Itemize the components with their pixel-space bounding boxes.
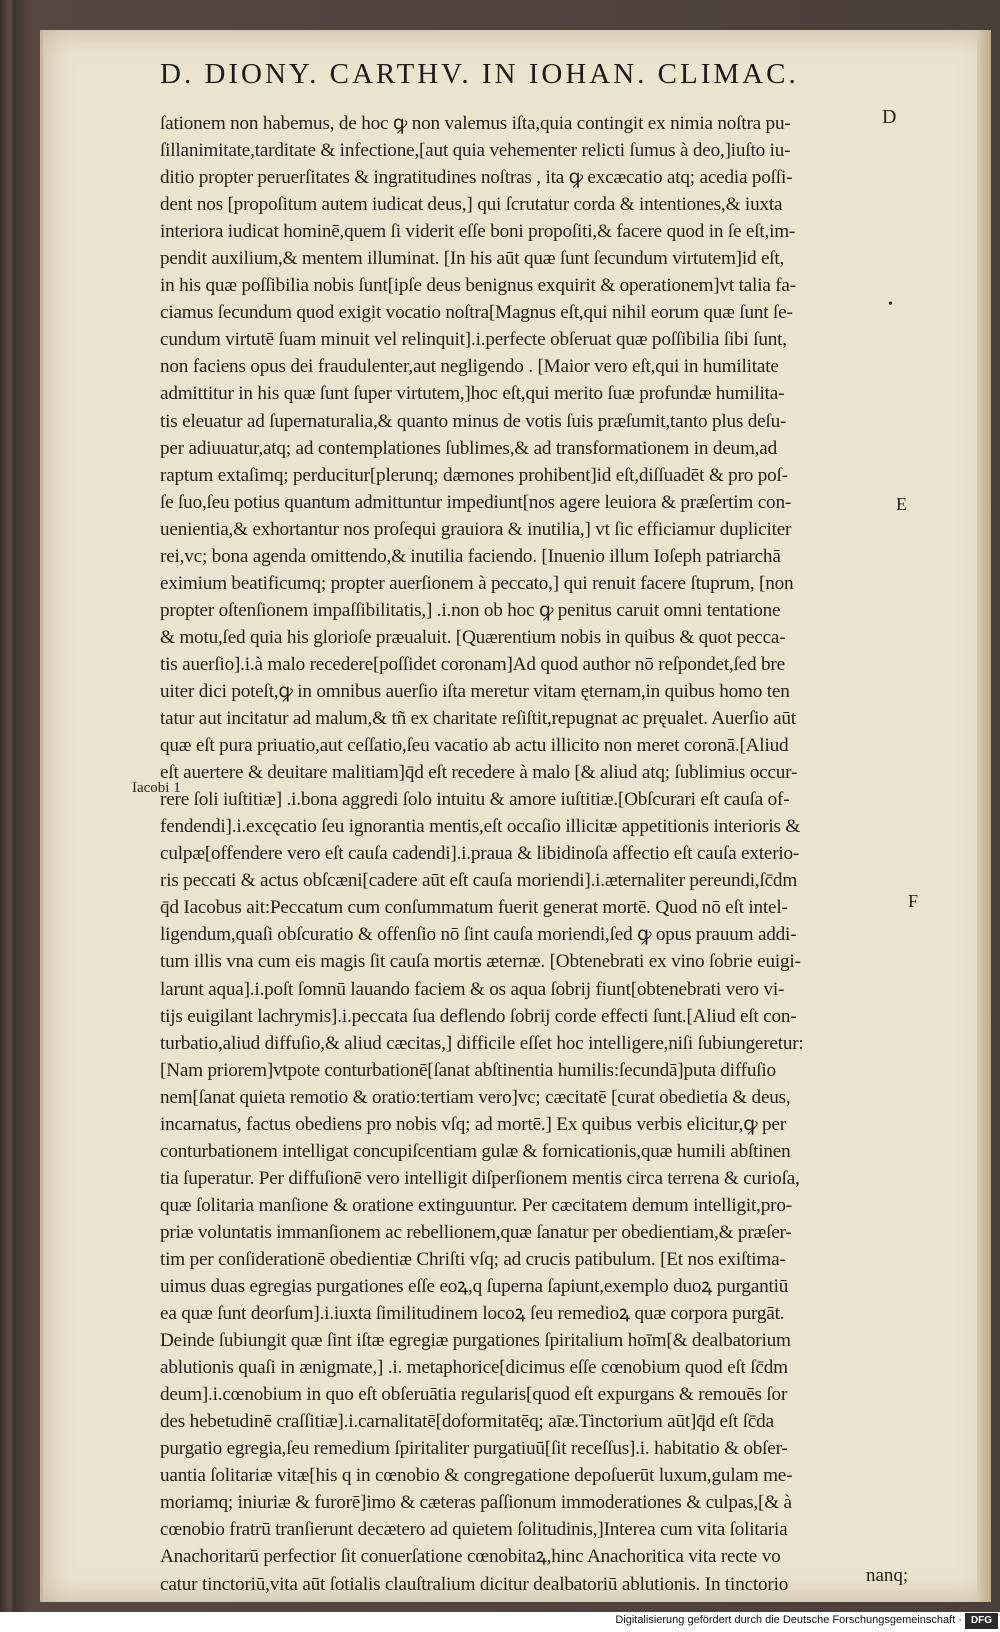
text-line: tis eleuatur ad ſupernaturalia,& quanto minus de votis ſuis præſumit,tanto plus deſu-	[160, 410, 787, 432]
text-line: tim per conſiderationē obedientiæ Chriſti vſq; ad crucis patibulum. [Et nos exiſtima-	[160, 1248, 786, 1270]
text-line: ris peccati & actus obſcæni[cadere aūt eſt cauſa moriendi].i.æternaliter pereundi,ſc̄dm	[160, 870, 798, 892]
text-line: ablutionis quaſi in ænigmate,] .i. metaphorice[dicimus eſſe cœnobium quod eſt ſc̄dm	[160, 1357, 788, 1379]
text-line: propter oſtenſionem impaſſibilitatis,] .i.non ob hoc ꝙ penitus caruit omni tentatione	[160, 599, 781, 621]
text-line: ſationem non habemus, de hoc ꝙ non valemus iſta,quia contingit ex nimia noſtra pu-	[160, 113, 791, 134]
text-line: deum].i.cœnobium in quo eſt obſeruātia regularis[quod eſt expurgans & remouēs ſor	[160, 1384, 788, 1406]
text-line: turbatio,aliud diffuſio,& aliud cæcitas,] difficile eſſet hoc intelligere,niſi ſubiungeretur:	[160, 1032, 804, 1054]
text-line: quæ ſolitaria manſione & oratione extinguuntur. Per cæcitatem demum intelligit,pro-	[160, 1194, 792, 1216]
text-line: rei,vc; bona agenda omittendo,& inutilia faciendo. [Inuenio illum Ioſeph patriarchā	[160, 545, 781, 567]
text-line: nem[ſanat quieta remotio & oratio:tertiam vero]vc; cæcitatē [curat obedietia & deus,	[160, 1086, 791, 1108]
text-line: incarnatus, factus obediens pro nobis vſq; ad mortē.] Ex quibus verbis elicitur,ꝙ per	[160, 1113, 786, 1135]
text-line: culpæ[offendere vero eſt cauſa cadendi].i.praua & libidinoſa affectio eſt cauſa exterio-	[160, 843, 800, 865]
text-line: tum illis vna cum eis magis ſit cauſa mortis æternæ. [Obtenebrati ex vino ſobrie euigi-	[160, 951, 801, 973]
funding-notice: Digitalisierung gefördert durch die Deutsche Forschungsgemeinschaft ·	[615, 1614, 962, 1626]
margin-letter-f: F	[908, 891, 919, 911]
text-line: raptum extaſimq; perducitur[plerunq; dæmones prohibent]id eſt,diſſuadēt & pro poſ-	[160, 464, 788, 486]
text-line: tatur aut incitatur ad malum,& tñ ex charitate reſiſtit,repugnat ac pręualet. Auerſio aūt	[160, 708, 796, 730]
text-line: tijs euigilant lachrymis].i.peccata ſua deflendo ſobrij corde effecti ſunt.[Aliud eſt con-	[160, 1005, 797, 1027]
text-line: q̄d Iacobus ait:Peccatum cum conſummatum fuerit generat mortē. Quod nō eſt intel-	[160, 897, 788, 919]
text-line: eximium beatificumq; propter auerſionem à peccato,] qui renuit facere ſtuprum, [non	[160, 572, 794, 594]
text-line: cœnobio fratrū tranſierunt decætero ad quietem ſolitudinis,]Interea cum vita ſolitaria	[160, 1519, 788, 1541]
text-line: eſt auertere & deuitare malitiam]q̄d eſt recedere à malo [& aliud atq; ſublimius occur-	[160, 762, 798, 784]
page-edge	[977, 30, 991, 1602]
dfg-logo: DFG	[965, 1613, 998, 1629]
text-line: purgatio egregia,ſeu remedium ſpiritaliter purgatiuū[ſit receſſus].i. habitatio & obſer-	[160, 1438, 788, 1460]
text-line: [Nam priorem]vtpote conturbationē[ſanat abſtinentia humilis:ſecundā]puta diffuſio	[160, 1059, 776, 1081]
margin-letter-d: D	[882, 106, 897, 128]
text-line: ſe ſuo,ſeu potius quantum admittuntur impediunt[nos agere leuiora & præſertim con-	[160, 491, 792, 513]
footer-bar	[0, 1612, 1000, 1632]
text-line: ſillanimitate,tarditate & infectione,[aut quia vehementer relicti ſumus à deo,]iuſto iu-	[160, 140, 791, 162]
text-line: conturbationem intelligat concupiſcentiam gulæ & fornicationis,quæ humili abſtinen	[160, 1140, 791, 1162]
text-line: per adiuuatur,atq; ad contemplationes ſublimes,& ad transformationem in deum,ad	[160, 437, 777, 459]
text-line: dent nos [propoſitum autem iudicat deus,] qui ſcrutatur corda & intentiones,& iuxta	[160, 194, 783, 216]
text-line: Anachoritarū perfectior ſit conuerſatione cœnobitaꝝ,hinc Anachoritica vita recte vo	[160, 1546, 781, 1568]
text-line: uimus duas egregias purgationes eſſe eoꝝ,q ſuperna ſapiunt,exemplo duoꝝ purgantiū	[160, 1276, 789, 1298]
body-text	[160, 110, 950, 1598]
text-line: admittitur in his quæ ſunt ſuper virtutem,]hoc eſt,qui merito ſuæ profundæ humilita-	[160, 383, 785, 405]
text-line: ditio propter peruerſitates & ingratitudines noſtras , ita ꝙ excæcatio atq; acedia poſſi-	[160, 167, 793, 189]
text-line: pendit auxilium,& mentem illuminat. [In his aūt quæ ſunt ſecundum virtutem]id eſt,	[160, 248, 785, 270]
text-line: uiter dici poteſt,ꝙ in omnibus auerſio iſta meretur vitam ęternam,in quibus homo ten	[160, 680, 790, 702]
text-line: tia ſuperatur. Per diffuſionē vero intelligit diſperſionem mentis circa terrena & curioſa,	[160, 1167, 800, 1189]
running-title: D. DIONY. CARTHV. IN IOHAN. CLIMAC.	[160, 58, 799, 90]
catchword: nanq;	[866, 1565, 909, 1586]
text-line: non faciens opus dei fraudulenter,aut negligendo . [Maior vero eſt,qui in humilitate	[160, 356, 779, 378]
margin-dot: •	[888, 297, 893, 312]
margin-letter-e: E	[896, 494, 907, 514]
text-line: tis auerſio].i.à malo recedere[poſſidet coronam]Ad quod author nō reſpondet,ſed bre	[160, 653, 785, 675]
text-line: rere ſoli iuſtitiæ] .i.bona aggredi ſolo intuitu & amore iuſtitiæ.[Obſcurari eſt cauſa of-	[160, 789, 790, 811]
text-line: ligendum,quaſi obſcuratio & offenſio nō ſint cauſa moriendi,ſed ꝙ opus prauum addi-	[160, 924, 797, 946]
margin-citation: Iacobi 1	[132, 780, 181, 796]
text-line: larunt aqua].i.poſt ſomnū lauando faciem & os aqua ſobrij fiunt[obtenebrati vero vi-	[160, 978, 785, 1000]
text-line: des hebetudinē craſſitiæ].i.carnalitatē[doformitatēq; aīæ.Tinctorium aūt]q̄d eſt ſc̄da	[160, 1411, 774, 1433]
text-line: ciamus ſecundum quod exigit vocatio noſtra[Magnus eſt,qui nihil eorum quæ ſunt ſe-	[160, 302, 793, 324]
text-line: interiora iudicat hominē,quem ſi viderit eſſe boni propoſiti,& facere quod in ſe eſt,im-	[160, 221, 796, 243]
text-line: priæ voluntatis immanſionem ac rebellionem,quæ ſanatur per obedientiam,& præſer-	[160, 1221, 792, 1243]
text-line: in his quæ poſſibilia nobis ſunt[ipſe deus benignus exquirit & operationem]vt talia fa-	[160, 275, 796, 297]
text-line: ea quæ ſunt deorſum].i.iuxta ſimilitudinem locoꝝ ſeu remedioꝝ quæ corpora purgāt.	[160, 1303, 785, 1325]
text-line: Deinde ſubiungit quæ ſint iſtæ egregiæ purgationes ſpiritalium hoīm[& dealbatorium	[160, 1330, 791, 1352]
text-line: catur tinctoriū,vita aūt ſotialis clauſtralium dicitur dealbatoriū ablutionis. In tinctorio	[160, 1573, 789, 1595]
text-line: uenientia,& exhortantur nos proſequi grauiora & inutilia,] vt ſic efficiamur dupliciter	[160, 518, 792, 540]
text-line: quæ eſt pura priuatio,aut ceſſatio,ſeu vacatio ab actu illicito non meret coronā.[Aliud	[160, 735, 789, 757]
text-line: fendendi].i.excęcatio ſeu ignorantia mentis,eſt occaſio illicitæ appetitionis interioris &	[160, 816, 801, 838]
text-line: uantia ſolitariæ vitæ[his q in cœnobio & congregatione depoſuerūt luxum,gulam me-	[160, 1465, 793, 1487]
text-line: & motu,ſed quia his glorioſe præualuit. [Quærentium nobis in quibus & quot pecca-	[160, 626, 786, 648]
text-line: moriamq; iniuriæ & furorē]imo & cæteras paſſionum immoderationes & culpas,[& à	[160, 1492, 792, 1514]
text-line: cundum virtutē ſuam minuit vel relinquit].i.perfecte obſeruat quæ poſſibilia ſibi ſunt,	[160, 329, 787, 351]
